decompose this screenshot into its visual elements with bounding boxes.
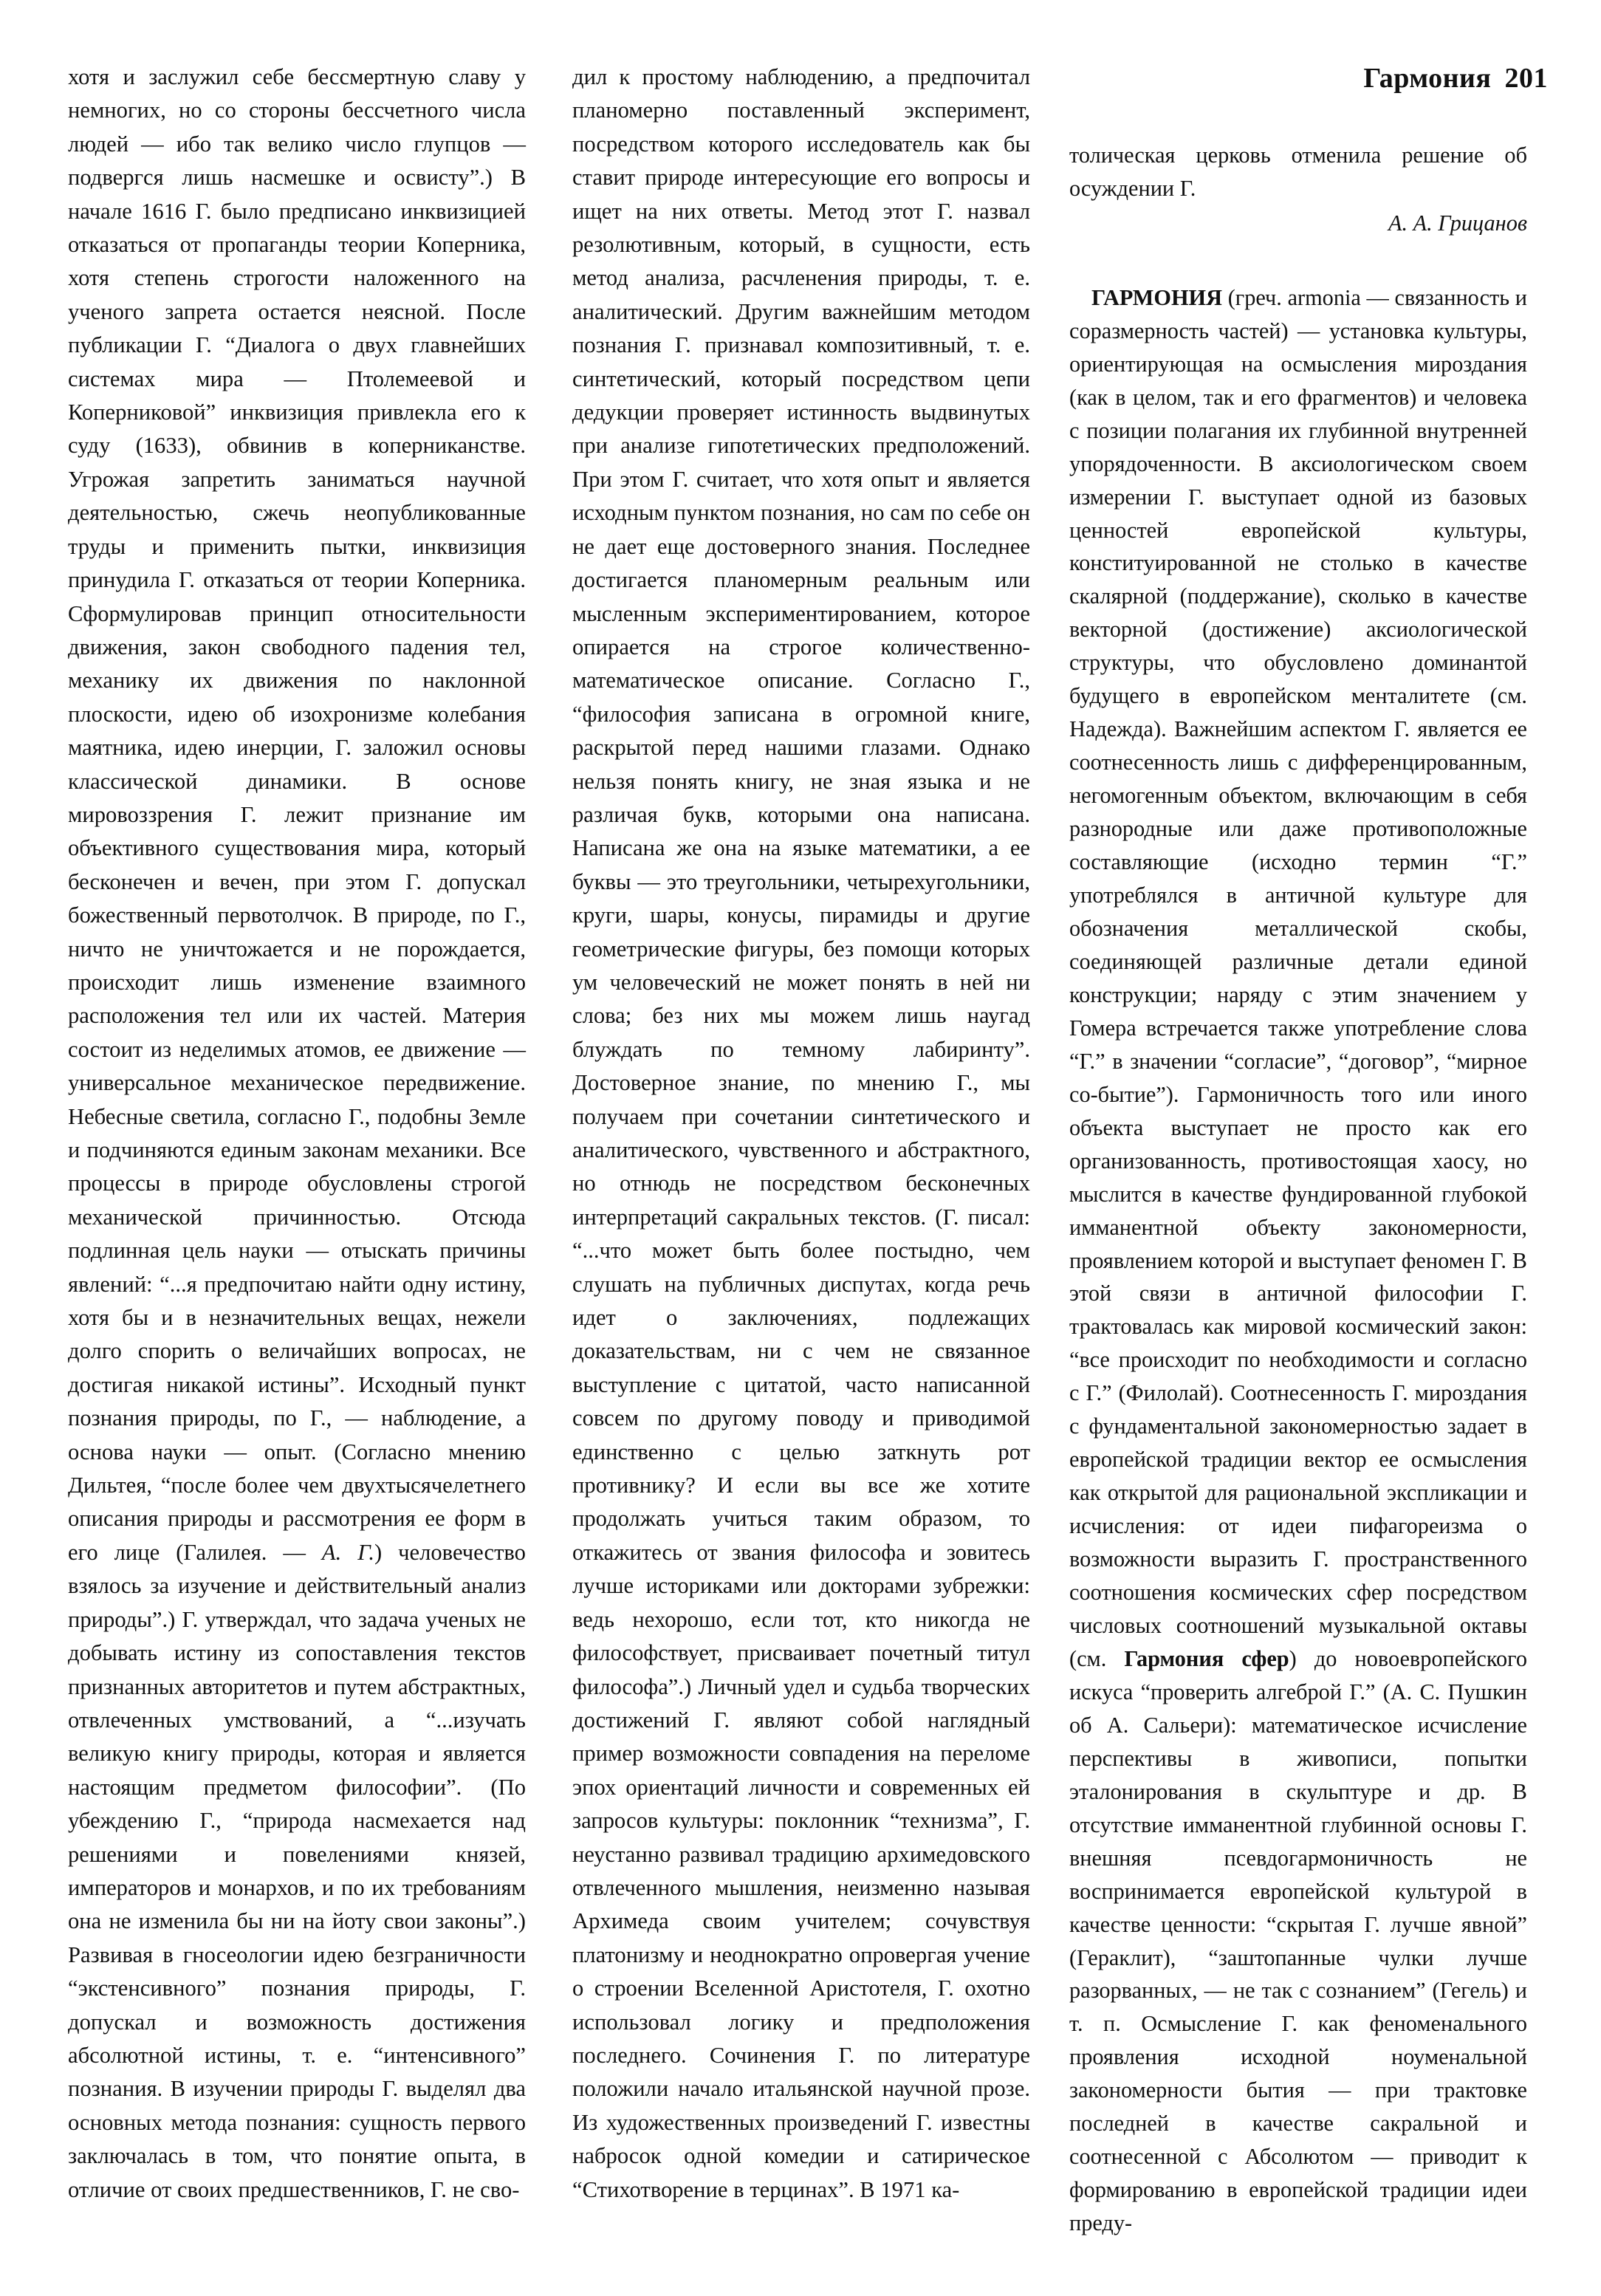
paragraph: дил к простому наблюдению, а предпочитал планомерно поставленный эксперимент, посредством которого исследователь как бы ставит природе интересующие его вопросы и ищет на них ответы. Метод этот Г. назвал резолютивным, который, в сущности, есть метод анализа, расчленения природы, т. е. аналитический. Другим важнейшим методом познания Г. признавал композитивный, т. е. синтетический, который посредством цепи дедукции проверяет истинность выдвинутых при анализе гипотетических предположений. При этом Г. считает, что хотя опыт и является исходным пунктом познания, но сам по себе он не дает еще достоверного знания. Последнее достигается планомерным реальным или мысленным экспериментированием, которое опирается на строгое количественно-математическое описание. Согласно Г., “философия записана в огромной книге, раскрытой перед нашими глазами. Однако нельзя понять книгу, не зная языка и не различая букв, которыми она написана. Написана же она на языке математики, а ее буквы — это треугольники, четырехугольники, круги, шары, конусы, пирамиды и другие геометрические фигуры, без помощи которых ум человеческий не может понять в ней ни слова; без них мы можем лишь наугад блуждать по темному лабиринту”. Достоверное знание, по мнению Г., мы получаем при сочетании синтетического и аналитического, чувственного и абстрактного, но отнюдь не посредством бесконечных интерпретаций сакральных текстов. (Г. писал: “...что может быть более постыдно, чем слушать на публичных диспутах, когда речь идет о заключениях, подлежащих доказательствам, ни с чем не связанное выступление с цитатой, часто написанной совсем по другому поводу и приводимой единственно с целью заткнуть рот противнику? И если вы все же хотите продолжать учиться таким образом, то откажитесь от звания философа и зовитесь лучше историками или докторами зубрежки: ведь нехорошо, если тот, кто никогда не философствует, присваивает почетный титул философа”.) Личный удел и судьба творческих достижений Г. являют собой наглядный пример возможности совпадения на переломе эпох ориентаций личности и современных ей запросов культуры: поклонник “технизма”, Г. неустанно развивал традицию архимедовского отвлеченного мышления, неизменно называя Архимеда своим учителем; сочувствуя платонизму и неоднократно опровергая учение о строении Вселенной Аристотеля, Г. охотно использовал логику и предположения последнего. Сочинения Г. по литературе положили начало итальянской научной прозе. Из художественных произведений Г. известны набросок одной комедии и сатирическое “Стихотворение в терцинах”. В 1971 ка- bbox=[572, 64, 1030, 2202]
editor-initials: А. Г. bbox=[321, 1539, 374, 1565]
column1-text: хотя и заслужил себе бессмертную славу у немногих, но со стороны бессчетного числа людей — ибо так велико число глупцов — подвергся лишь насмешке и освисту”.) В начале 1616 Г. было предписано инквизицией отказаться от пропаганды теории Коперника, хотя степень строгости наложенного на ученого запрета остается неясной. После публикации Г. “Диалога о двух главнейших системах мира — Птолемеевой и Коперниковой” инквизиция привлекла его к суду (1633), обвинив в коперниканстве. Угрожая запретить заниматься научной деятельностью, сжечь неопубликованные труды и применить пытки, инквизиция принудила Г. отказаться от теории Коперника. Сформулировав принцип относительности движения, закон свободного падения тел, механику их движения по наклонной плоскости, идею об изохронизме колебания маятника, идею инерции, Г. заложил основы классической динамики. В основе мировоззрения Г. лежит признание им объективного существования мира, который бесконечен и вечен, при этом Г. допускал божественный первотолчок. В природе, по Г., ничто не уничтожается и не порождается, происходит лишь изменение взаимного расположения тел или их частей. Материя состоит из неделимых атомов, ее движение — универсальное механическое передвижение. Небесные светила, согласно Г., подобны Земле и подчиняются единым законам механики. Все процессы в природе обусловлены строгой механической причинностью. Отсюда подлинная цель науки — отыскать причины явлений: “...я предпочитаю найти одну истину, хотя бы и в незначительных вещах, нежели долго спорить о величайших вопросах, не достигая никакой истины”. Исходный пункт познания природы, по Г., — наблюдение, а основа науки — опыт. (Согласно мнению Дильтея, “после более чем двухтысячелетнего описания природы и рассмотрения ее форм в его лице (Галилея. — bbox=[68, 64, 526, 1565]
text-column-1 bbox=[68, 61, 526, 2207]
text-column-3 bbox=[1069, 139, 1527, 2240]
article-author: А. А. Грицанов bbox=[1388, 210, 1527, 236]
paragraph: толическая церковь отменила решение об осуждении Г. bbox=[1069, 143, 1527, 201]
running-header bbox=[1363, 62, 1548, 95]
paragraph bbox=[68, 61, 526, 2207]
text-column-2 bbox=[572, 61, 1030, 2207]
article-text-end: ) до новоевропейского искуса “проверить алгеброй Г.” (А. С. Пушкин об А. Сальери): математическое исчисление перспективы в живописи, попытки эталонирования в скульптуре и др. В отсутствие имманентной глубинной основы Г. внешняя псевдогармоничность не воспринимается европейской культурой в качестве ценности: “скрытая Г. лучше явной” (Гераклит), “заштопанные чулки лучше разорванных, — не так с сознанием” (Гегель) и т. п. Осмысление Г. как феноменального проявления исходной ноуменальной закономерности бытия — при трактовке последней в качестве сакральной и соотнесенной с Абсолютом — приводит к формированию в европейской традиции идеи преду- bbox=[1069, 1645, 1527, 2236]
header-title: Гармония bbox=[1363, 63, 1492, 94]
headword: ГАРМОНИЯ bbox=[1091, 284, 1222, 310]
article-entry bbox=[1069, 281, 1527, 2240]
page-number: 201 bbox=[1504, 63, 1548, 94]
cross-reference-link[interactable]: Гармония сфер bbox=[1124, 1645, 1289, 1671]
column1-text-end: ) человечество взялось за изучение и действительный анализ природы”.) Г. утверждал, что задача ученых не добывать истину из сопоставления текстов признанных авторитетов и путем абстрактных, отвлеченных умствований, а “...изучать великую книгу природы, которая и является настоящим предметом философии”. (По убеждению Г., “природа насмехается над решениями и повелениями князей, императоров и монархов, и по их требованиям она не изменила бы ни на йоту свои законы”.) Развивая в гносеологии идею безграничности “экстенсивного” познания природы, Г. допускал и возможность достижения абсолютной истины, т. е. “интенсивного” познания. В изучении природы Г. выделял два основных метода познания: сущность первого заключалась в том, что понятие опыта, в отличие от своих предшественников, Г. не сво- bbox=[68, 1539, 526, 2202]
article-text: (греч. armonia — связанность и соразмерность частей) — установка культуры, ориентирующая на осмысления мироздания (как в целом, так и его фрагментов) и человека с позиции полагания их глубинной внутренней упорядоченности. В аксиологическом своем измерении Г. выступает одной из базовых ценностей европейской культуры, конституированной не столько в качестве скалярной (поддержание), сколько в качестве векторной (достижение) аксиологической структуры, что обусловлено доминантой будущего в европейском менталитете (см. Надежда). Важнейшим аспектом Г. является ее соотнесенность лишь с дифференцированным, негомогенным объектом, включающим в себя разнородные или даже противоположные составляющие (исходно термин “Г.” употреблялся в античной культуре для обозначения металлической скобы, соединяющей различные детали единой конструкции; наряду с этим значением у Гомера встречается также употребление слова “Г.” в значении “согласие”, “договор”, “мирное со-бытие”). Гармоничность того или иного объекта выступает не просто как его организованность, противостоящая хаосу, но мыслится в качестве фундированной глубокой имманентной объекту закономерности, проявлением которой и выступает феномен Г. В этой связи в античной философии Г. трактовалась как мировой космический закон: “все происходит по необходимости и согласно с Г.” (Филолай). Соотнесенность Г. мироздания с фундаментальной закономерностью задает в европейской традиции вектор ее осмысления как открытой для рациональной экспликации и исчисления: от идеи пифагореизма о возможности выразить Г. пространственного соотношения космических сфер посредством числовых соотношений музыкальной октавы (см. bbox=[1069, 284, 1528, 1671]
